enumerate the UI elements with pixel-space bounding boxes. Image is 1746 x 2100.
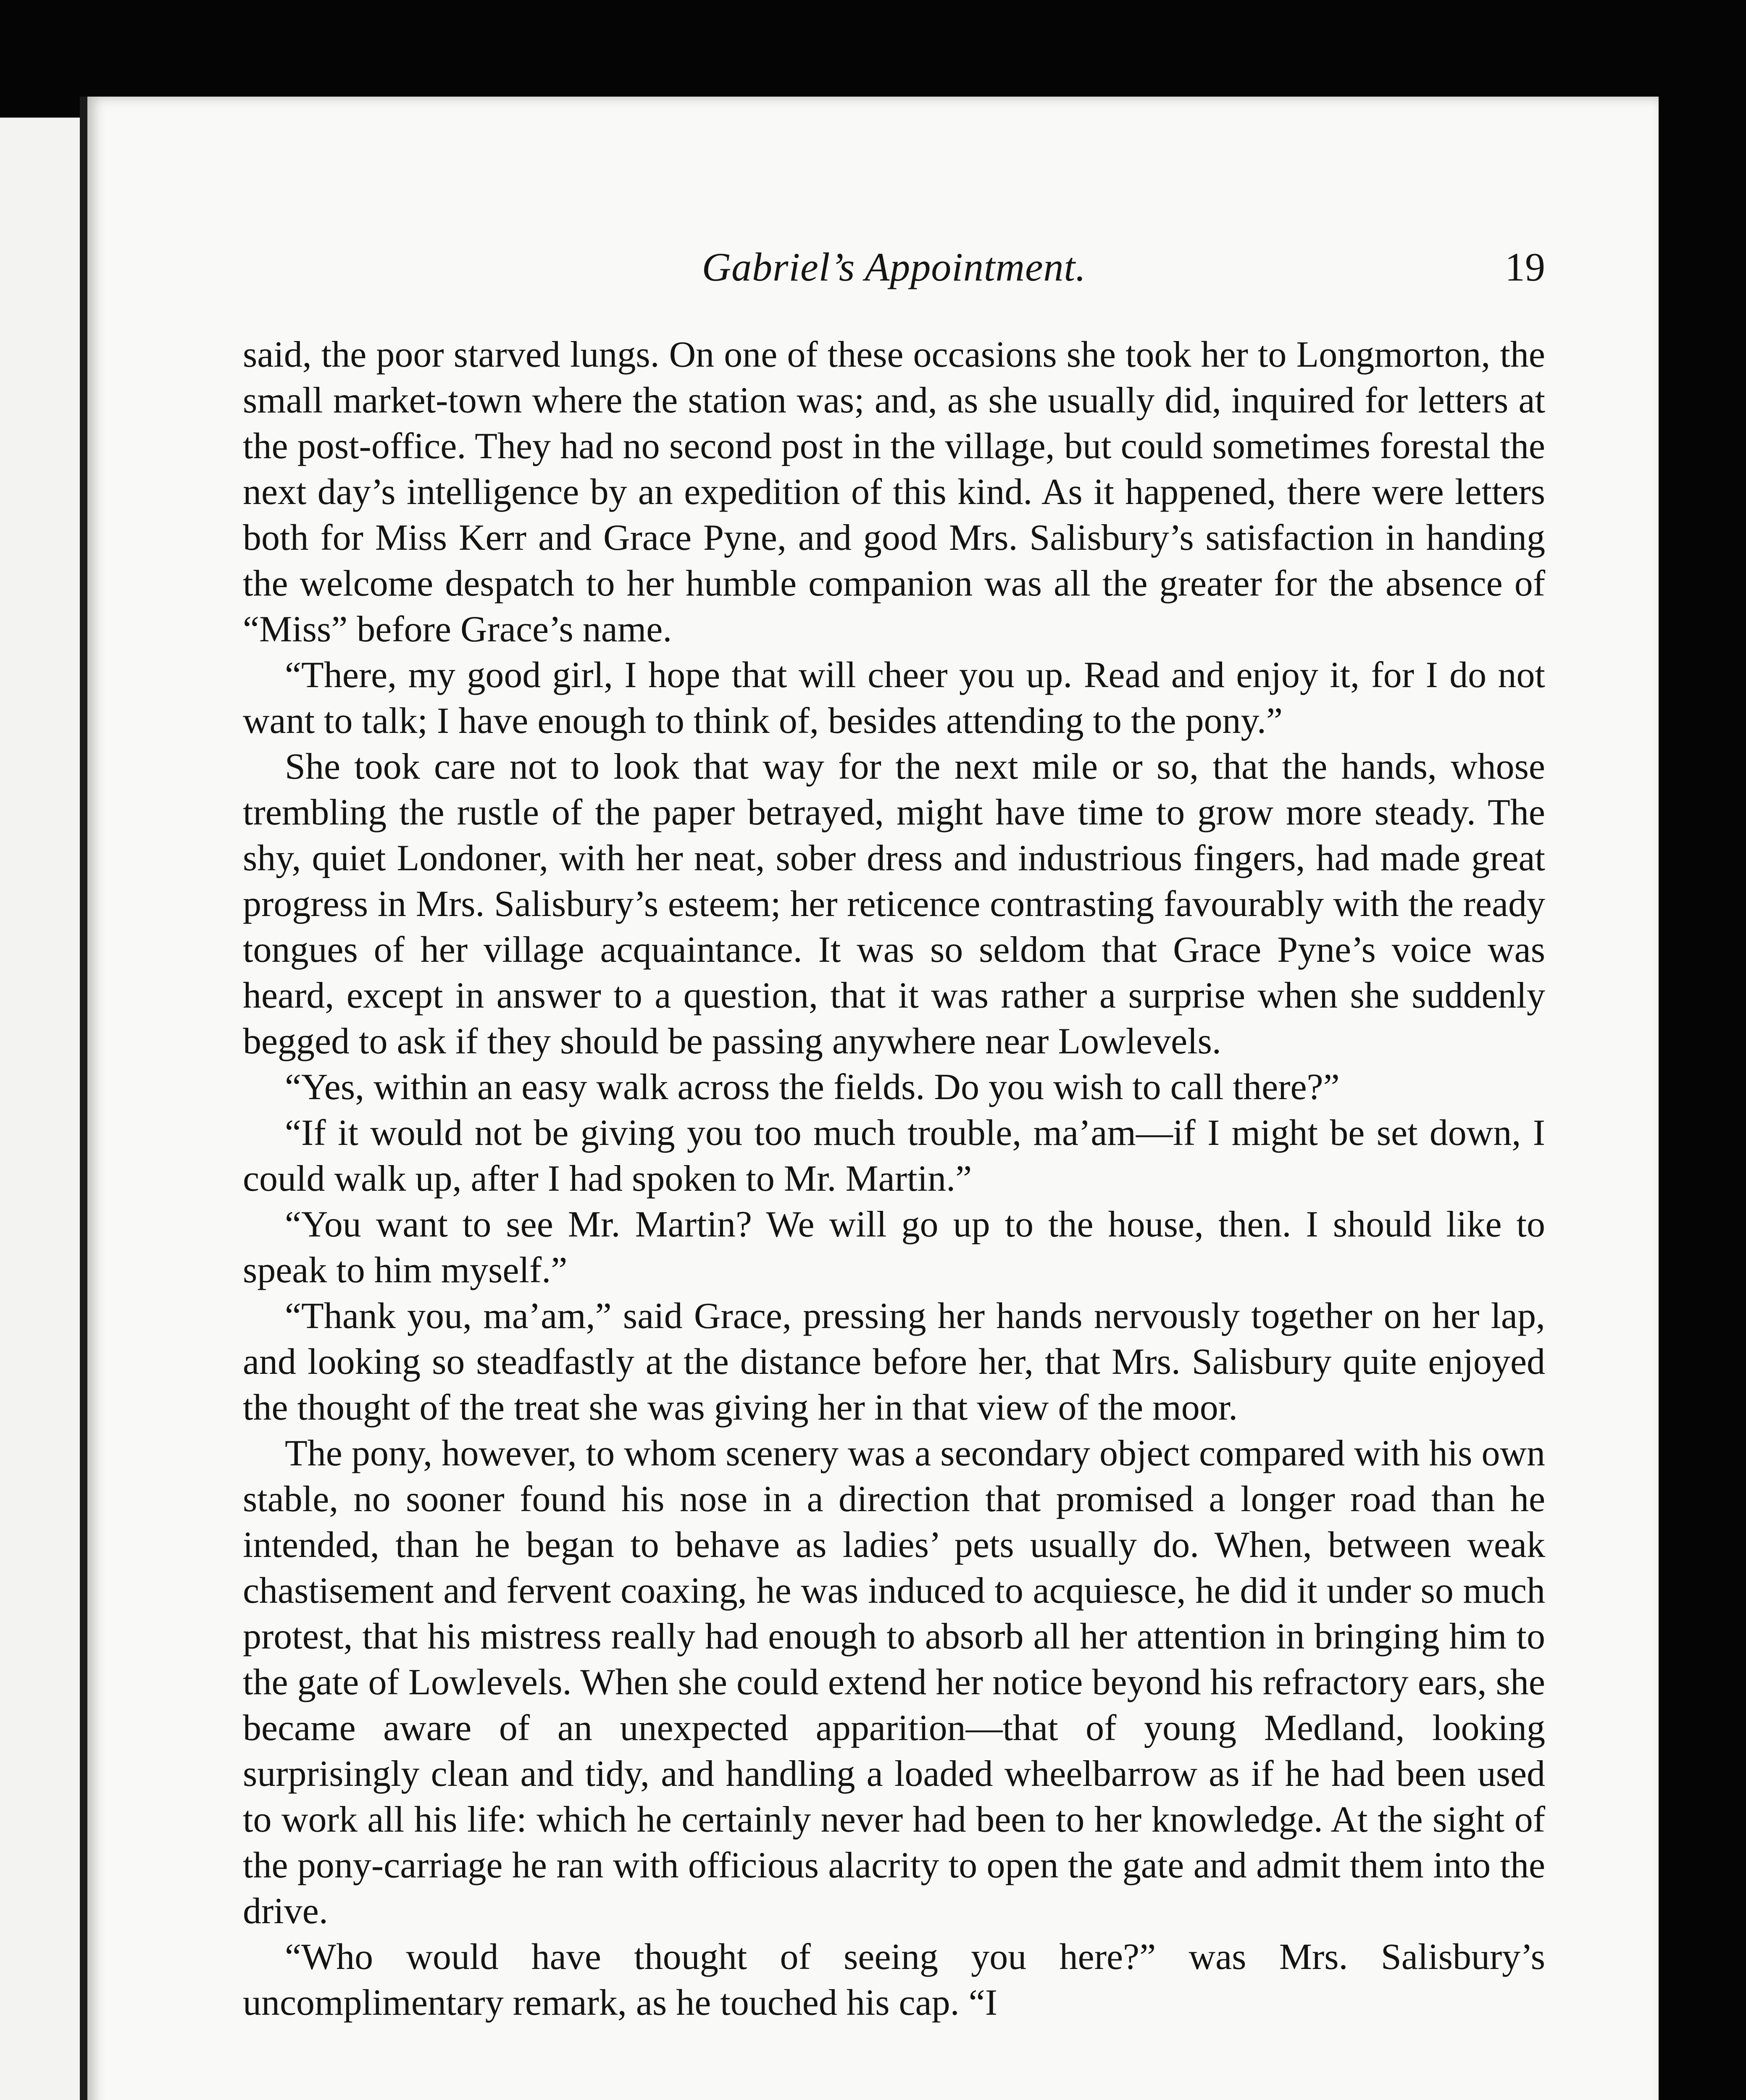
paragraph: “If it would not be giving you too much trouble, ma’am—if I might be set down, I could walk up, after I had spoken to Mr. Martin.” — [243, 1113, 1545, 1199]
paragraph: “Yes, within an easy walk across the fields. Do you wish to call there?” — [285, 1067, 1340, 1108]
paragraph: “Thank you, ma’am,” said Grace, pressing her hands nervously together on her lap, and looking so steadfastly at the distance before her, that Mrs. Salisbury quite enjoyed the thought of the treat she was giving her in that view of the moor. — [243, 1296, 1545, 1428]
running-head — [243, 244, 1545, 307]
body-text — [243, 332, 1545, 2026]
paragraph: The pony, however, to whom scenery was a secondary object compared with his own stable, no sooner found his nose in a direction that promised a longer road than he intended, than he began to behave as ladies’ pets usually do. When, between weak chastisement and fervent coaxing, he was induced to acquiesce, he did it under so much protest, that his mistress really had enough to absorb all her attention in bringing him to the gate of Lowlevels. When she could extend her notice beyond his refractory ears, she became aware of an unexpected apparition—that of young Medland, looking surprisingly clean and tidy, and handling a loaded wheelbarrow as if he had been used to work all his life: which he certainly never had been to her knowledge. At the sight of the pony-carriage he ran with officious alacrity to open the gate and admit them into the drive. — [243, 1433, 1545, 1932]
page-number: 19 — [1505, 244, 1545, 289]
paragraph: “There, my good girl, I hope that will cheer you up. Read and enjoy it, for I do not want to talk; I have enough to think of, besides attending to the pony.” — [243, 655, 1545, 741]
chapter-title: Gabriel’s Appointment. — [702, 244, 1086, 289]
paragraph: “You want to see Mr. Martin? We will go up to the house, then. I should like to speak to him myself.” — [243, 1204, 1545, 1291]
paragraph: She took care not to look that way for the next mile or so, that the hands, whose trembling the rustle of the paper betrayed, might have time to grow more steady. The shy, quiet Londoner, with her neat, sober dress and industrious fingers, had made great progress in Mrs. Salisbury’s esteem; her reticence contrasting favourably with the ready tongues of her village acquaintance. It was so seldom that Grace Pyne’s voice was heard, except in answer to a question, that it was rather a surprise when she suddenly begged to ask if they should be passing anywhere near Lowlevels. — [243, 746, 1545, 1062]
paragraph: said, the poor starved lungs. On one of these occasions she took her to Longmorton, the small market-town where the station was; and, as she usually did, inquired for letters at the post-office. They had no second post in the village, but could sometimes forestal the next day’s intelligence by an expedition of this kind. As it happened, there were letters both for Miss Kerr and Grace Pyne, and good Mrs. Salisbury’s satisfaction in handing the welcome despatch to her humble companion was all the greater for the absence of “Miss” before Grace’s name. — [243, 334, 1545, 650]
book-page — [80, 97, 1659, 2100]
paragraph: “Who would have thought of seeing you here?” was Mrs. Salisbury’s uncomplimentary remark, as he touched his cap. “I — [243, 1937, 1545, 2023]
